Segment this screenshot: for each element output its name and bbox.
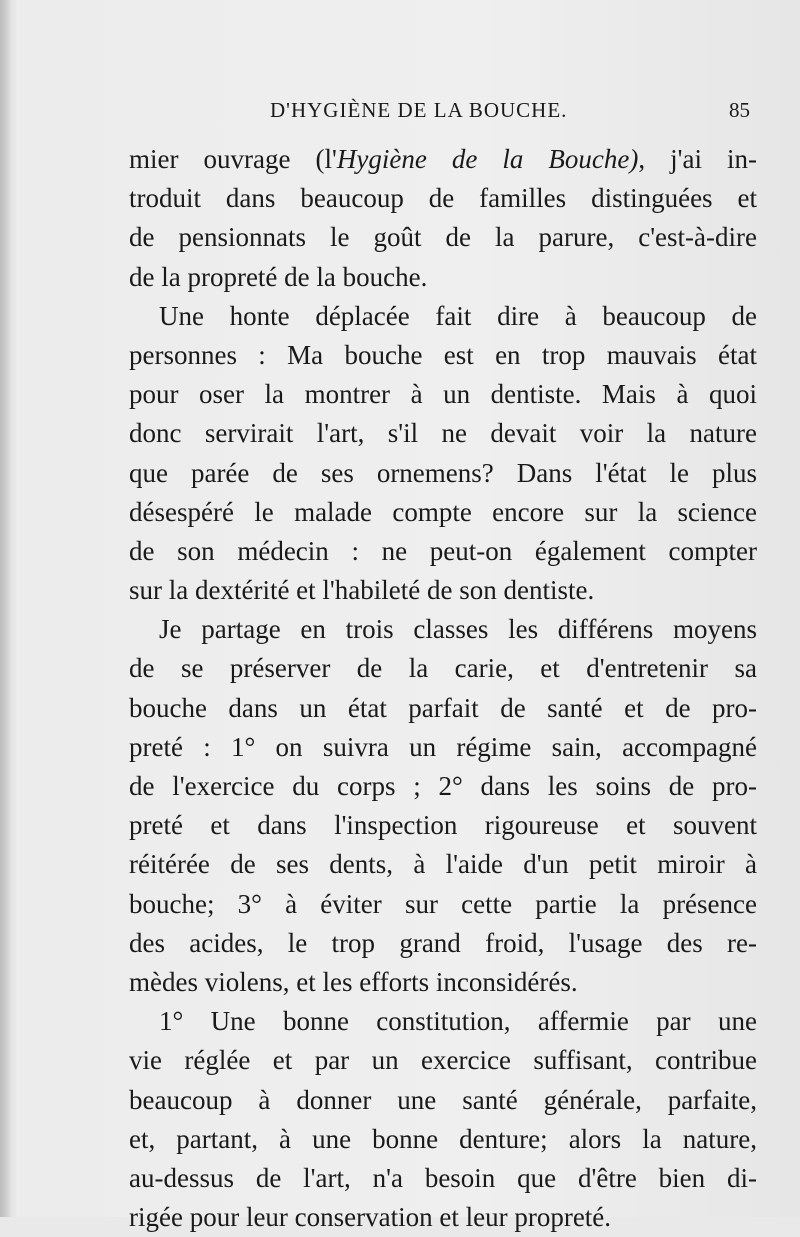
running-title: D'HYGIÈNE DE LA BOUCHE. <box>270 98 568 122</box>
text-line: de l'exercice du corps ; 2° dans les soins de pro- <box>129 771 757 801</box>
text-line: vie réglée et par un exercice suffisant, contribue <box>129 1045 757 1076</box>
text-line: pour oser la montrer à un dentiste. Mais à quoi <box>129 379 757 410</box>
text-line: troduit dans beaucoup de familles distinguées et <box>129 183 757 214</box>
text-segment: , j'ai in- <box>638 144 757 174</box>
text-line: beaucoup à donner une santé générale, parfaite, <box>129 1084 757 1115</box>
text-line: bouche dans un état parfait de santé et de pro- <box>129 692 757 723</box>
page-number: 85 <box>729 98 750 122</box>
running-head <box>130 98 750 128</box>
text-line: désespéré le malade compte encore sur la science <box>129 496 757 527</box>
text-line: rigée pour leur conservation et leur propreté. <box>129 1202 612 1233</box>
text-line: Une honte déplacée fait dire à beaucoup de <box>159 300 757 331</box>
text-line: donc servirait l'art, s'il ne devait voir la nature <box>129 418 757 449</box>
text-line: sur la dextérité et l'habileté de son dentiste. <box>129 575 595 606</box>
text-line: de se préserver de la carie, et d'entretenir sa <box>129 653 757 684</box>
page-gutter-shadow <box>0 0 12 1217</box>
text-line: mèdes violens, et les efforts inconsidérés. <box>129 966 578 997</box>
body-text <box>129 140 757 1237</box>
text-line: que parée de ses ornemens? Dans l'état le plus <box>129 457 757 488</box>
text-line: preté : 1° on suivra un régime sain, accompagné <box>129 731 757 762</box>
text-line: et, partant, à une bonne denture; alors la nature, <box>129 1123 757 1154</box>
text-line: de son médecin : ne peut-on également compter <box>129 535 757 566</box>
text-line: 1° Une bonne constitution, affermie par une <box>159 1006 757 1037</box>
italic-title: Hygiène de la Bouche) <box>336 144 639 174</box>
text-line: des acides, le trop grand froid, l'usage des re- <box>129 927 757 958</box>
text-line: de pensionnats le goût de la parure, c'est-à-dire <box>129 222 757 253</box>
text-line: de la propreté de la bouche. <box>129 261 428 292</box>
text-line: preté et dans l'inspection rigoureuse et souvent <box>129 810 757 841</box>
text-line: réitérée de ses dents, à l'aide d'un petit miroir à <box>129 849 757 880</box>
text-line: au-dessus de l'art, n'a besoin que d'être bien di- <box>129 1162 757 1193</box>
text-line: Je partage en trois classes les différens moyens <box>159 614 757 645</box>
text-segment: mier ouvrage (l' <box>129 144 337 174</box>
text-line: personnes : Ma bouche est en trop mauvais état <box>129 339 757 370</box>
text-line: bouche; 3° à éviter sur cette partie la présence <box>129 888 757 919</box>
text-line <box>129 140 757 179</box>
